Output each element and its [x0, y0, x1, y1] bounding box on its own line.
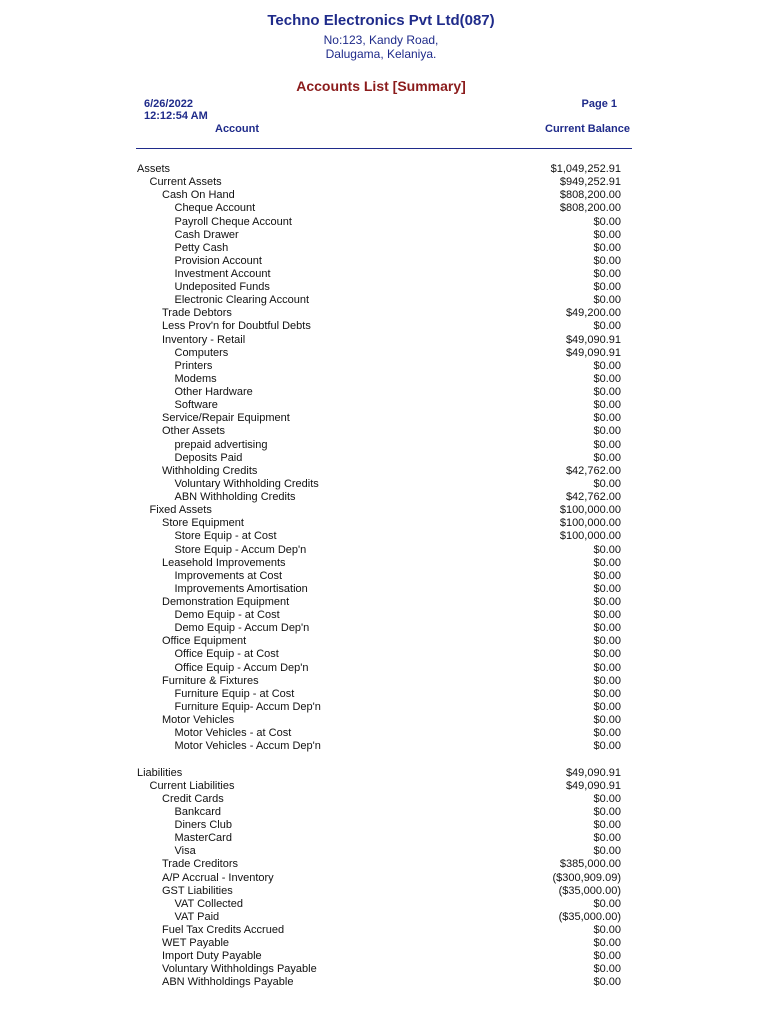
account-name: Trade Creditors	[162, 858, 239, 871]
account-balance: $0.00	[593, 687, 621, 700]
account-row	[137, 320, 621, 333]
account-name: Fuel Tax Credits Accrued	[162, 924, 285, 936]
account-row	[137, 517, 621, 530]
account-name: Demo Equip - at Cost	[174, 609, 280, 622]
account-balance: $0.00	[593, 674, 621, 687]
account-name: Improvements Amortisation	[174, 582, 308, 595]
account-row	[137, 176, 621, 189]
account-name: Bankcard	[174, 805, 221, 818]
account-balance: $385,000.00	[559, 858, 621, 871]
account-name: MasterCard	[174, 832, 232, 845]
account-balance: $0.00	[593, 556, 621, 569]
account-balance: $100,000.00	[559, 504, 621, 517]
account-row	[137, 714, 621, 727]
account-row	[137, 478, 621, 491]
account-balance: $0.00	[593, 700, 621, 713]
account-row	[137, 294, 621, 307]
account-name: Furniture & Fixtures	[162, 674, 259, 687]
account-name: Cheque Account	[174, 202, 256, 215]
account-row	[137, 793, 621, 806]
account-row	[137, 622, 621, 635]
account-row	[137, 806, 621, 819]
account-balance: $0.00	[593, 359, 621, 372]
account-balance: $0.00	[593, 294, 621, 307]
account-balance: $0.00	[593, 281, 621, 294]
account-row	[137, 465, 621, 478]
account-row	[137, 675, 621, 688]
account-row	[137, 163, 621, 176]
account-row	[137, 911, 621, 924]
account-row	[137, 858, 621, 871]
account-balance: $808,200.00	[559, 189, 621, 202]
account-name: Fixed Assets	[149, 504, 212, 517]
account-name: Modems	[174, 372, 217, 385]
account-name: Visa	[174, 845, 196, 858]
account-row	[137, 242, 621, 255]
account-name: Voluntary Withholdings Payable	[162, 963, 317, 976]
account-row	[137, 347, 621, 360]
header-divider	[136, 148, 632, 149]
account-row	[137, 439, 621, 452]
account-row	[137, 570, 621, 583]
account-balance: $0.00	[593, 268, 621, 280]
account-balance: $0.00	[593, 805, 621, 818]
account-balance: $49,090.91	[565, 346, 621, 359]
account-balance: $0.00	[593, 569, 621, 582]
account-row	[137, 780, 621, 793]
account-balance: $0.00	[593, 425, 621, 438]
account-name: Provision Account	[174, 254, 262, 267]
company-name: Techno Electronics Pvt Ltd(087)	[267, 12, 495, 29]
account-name: Store Equip - at Cost	[174, 530, 277, 543]
account-name: Office Equip - at Cost	[174, 648, 279, 661]
account-row	[137, 530, 621, 543]
account-name: Store Equip - Accum Dep'n	[174, 543, 307, 556]
company-address-line1: No:123, Kandy Road,	[323, 33, 439, 47]
account-balance: $49,200.00	[565, 307, 621, 320]
page-number: Page 1	[581, 98, 617, 110]
account-name: Office Equipment	[162, 635, 247, 648]
account-balance: $808,200.00	[559, 202, 621, 215]
account-name: Motor Vehicles - at Cost	[174, 727, 292, 740]
account-balance: $0.00	[593, 648, 621, 661]
report-title: Accounts List [Summary]	[296, 78, 466, 94]
account-row	[137, 648, 621, 661]
account-row	[137, 688, 621, 701]
account-name: Petty Cash	[174, 241, 229, 254]
account-name: Computers	[174, 346, 229, 359]
account-name: VAT Collected	[174, 897, 243, 910]
account-balance: $0.00	[593, 727, 621, 740]
account-name: Investment Account	[174, 268, 271, 280]
account-name: Assets	[137, 163, 171, 175]
account-row	[137, 662, 621, 675]
account-balance: $0.00	[593, 596, 621, 608]
account-row	[137, 452, 621, 465]
account-row	[137, 832, 621, 845]
account-balance: $0.00	[593, 832, 621, 845]
account-balance: $0.00	[593, 412, 621, 425]
account-name: Printers	[174, 359, 213, 372]
account-name: GST Liabilities	[162, 884, 233, 897]
account-row	[137, 425, 621, 438]
account-name: Withholding Credits	[162, 464, 258, 477]
account-name: Furniture Equip - at Cost	[174, 687, 295, 700]
account-name: Payroll Cheque Account	[174, 215, 292, 228]
account-name: Inventory - Retail	[162, 333, 246, 346]
account-balance: $0.00	[593, 241, 621, 254]
account-balance: $0.00	[593, 320, 621, 333]
column-header-account: Account	[215, 123, 259, 135]
account-balance: $0.00	[593, 372, 621, 385]
account-name: Motor Vehicles - Accum Dep'n	[174, 740, 321, 753]
account-name: Office Equip - Accum Dep'n	[174, 661, 309, 674]
account-balance: $0.00	[593, 950, 621, 963]
account-name: Deposits Paid	[174, 451, 243, 464]
account-name: Undeposited Funds	[174, 281, 270, 294]
account-balance: $0.00	[593, 477, 621, 490]
account-row	[137, 845, 621, 858]
account-row	[137, 189, 621, 202]
account-row	[137, 583, 621, 596]
account-row	[137, 701, 621, 714]
account-name: Import Duty Payable	[162, 950, 262, 963]
account-balance: $0.00	[593, 582, 621, 595]
account-balance: $0.00	[593, 924, 621, 936]
account-row	[137, 307, 621, 320]
account-balance: $49,090.91	[565, 766, 621, 779]
account-balance: $0.00	[593, 897, 621, 910]
company-address-line2: Dalugama, Kelaniya.	[325, 47, 437, 61]
account-row	[137, 491, 621, 504]
account-row	[137, 596, 621, 609]
account-row	[137, 544, 621, 557]
account-row	[137, 976, 621, 989]
account-row	[137, 334, 621, 347]
account-row	[137, 360, 621, 373]
account-name: Diners Club	[174, 819, 232, 831]
account-balance: $0.00	[593, 635, 621, 648]
account-balance: $100,000.00	[559, 530, 621, 543]
account-row	[137, 373, 621, 386]
account-balance: ($35,000.00)	[558, 884, 621, 897]
account-balance: ($35,000.00)	[558, 910, 621, 923]
account-balance: $0.00	[593, 622, 621, 635]
account-row	[137, 727, 621, 740]
account-row	[137, 412, 621, 425]
account-balance: $0.00	[593, 976, 621, 989]
account-name: Less Prov'n for Doubtful Debts	[162, 320, 311, 333]
account-row	[137, 767, 621, 780]
account-row	[137, 963, 621, 976]
account-name: Other Hardware	[174, 386, 253, 398]
account-name: Motor Vehicles	[162, 714, 235, 726]
account-balance: $0.00	[593, 714, 621, 726]
account-name: WET Payable	[162, 937, 230, 950]
account-name: Credit Cards	[162, 792, 224, 805]
account-row	[137, 281, 621, 294]
account-name: VAT Paid	[174, 910, 220, 923]
account-balance: $949,252.91	[559, 176, 621, 189]
account-name: Liabilities	[137, 766, 183, 779]
account-name: Current Assets	[149, 176, 222, 189]
account-name: Electronic Clearing Account	[174, 294, 310, 307]
account-name: Demonstration Equipment	[162, 596, 290, 608]
account-name: Service/Repair Equipment	[162, 412, 290, 425]
account-row	[137, 202, 621, 215]
account-balance: $0.00	[593, 792, 621, 805]
account-balance: $1,049,252.91	[550, 163, 621, 175]
account-row	[137, 819, 621, 832]
account-balance: $0.00	[593, 543, 621, 556]
report-time: 12:12:54 AM	[144, 110, 208, 122]
account-name: Trade Debtors	[162, 307, 232, 320]
account-balance: $49,090.91	[565, 333, 621, 346]
account-balance: $49,090.91	[565, 779, 621, 792]
account-name: ABN Withholding Credits	[174, 491, 296, 503]
account-name: Cash On Hand	[162, 189, 235, 202]
report-date: 6/26/2022	[144, 98, 193, 110]
account-balance: $0.00	[593, 399, 621, 412]
account-balance: $0.00	[593, 386, 621, 398]
account-row	[137, 609, 621, 622]
account-row	[137, 872, 621, 885]
account-balance: $0.00	[593, 845, 621, 858]
account-balance: $0.00	[593, 963, 621, 976]
account-row	[137, 937, 621, 950]
account-balance: $0.00	[593, 819, 621, 831]
account-name: ABN Withholdings Payable	[162, 976, 294, 989]
account-row	[137, 557, 621, 570]
account-name: Furniture Equip- Accum Dep'n	[174, 700, 321, 713]
account-balance: ($300,909.09)	[552, 871, 621, 884]
account-row	[137, 386, 621, 399]
account-name: Improvements at Cost	[174, 569, 283, 582]
account-row	[137, 950, 621, 963]
account-name: Current Liabilities	[149, 779, 235, 792]
account-balance: $0.00	[593, 228, 621, 241]
account-balance: $42,762.00	[565, 464, 621, 477]
account-balance: $0.00	[593, 609, 621, 622]
account-name: Leasehold Improvements	[162, 556, 286, 569]
account-name: Demo Equip - Accum Dep'n	[174, 622, 310, 635]
account-balance: $0.00	[593, 661, 621, 674]
account-name: Cash Drawer	[174, 228, 239, 241]
account-row	[137, 740, 621, 753]
account-row	[137, 885, 621, 898]
account-row	[137, 898, 621, 911]
account-row	[137, 504, 621, 517]
account-row	[137, 216, 621, 229]
account-name: prepaid advertising	[174, 438, 268, 451]
account-name: Voluntary Withholding Credits	[174, 477, 319, 490]
account-row	[137, 924, 621, 937]
account-balance: $0.00	[593, 451, 621, 464]
account-name: Other Assets	[162, 425, 225, 438]
account-row	[137, 399, 621, 412]
account-name: Software	[174, 399, 218, 412]
account-row	[137, 229, 621, 242]
account-balance: $42,762.00	[565, 491, 621, 503]
account-balance: $0.00	[593, 740, 621, 753]
account-balance: $0.00	[593, 254, 621, 267]
account-name: Store Equipment	[162, 517, 244, 530]
column-header-balance: Current Balance	[545, 123, 630, 135]
account-row	[137, 268, 621, 281]
account-name: A/P Accrual - Inventory	[162, 871, 274, 884]
account-row	[137, 255, 621, 268]
account-balance: $0.00	[593, 937, 621, 950]
account-balance: $0.00	[593, 438, 621, 451]
account-balance: $100,000.00	[559, 517, 621, 530]
account-balance: $0.00	[593, 215, 621, 228]
account-row	[137, 635, 621, 648]
